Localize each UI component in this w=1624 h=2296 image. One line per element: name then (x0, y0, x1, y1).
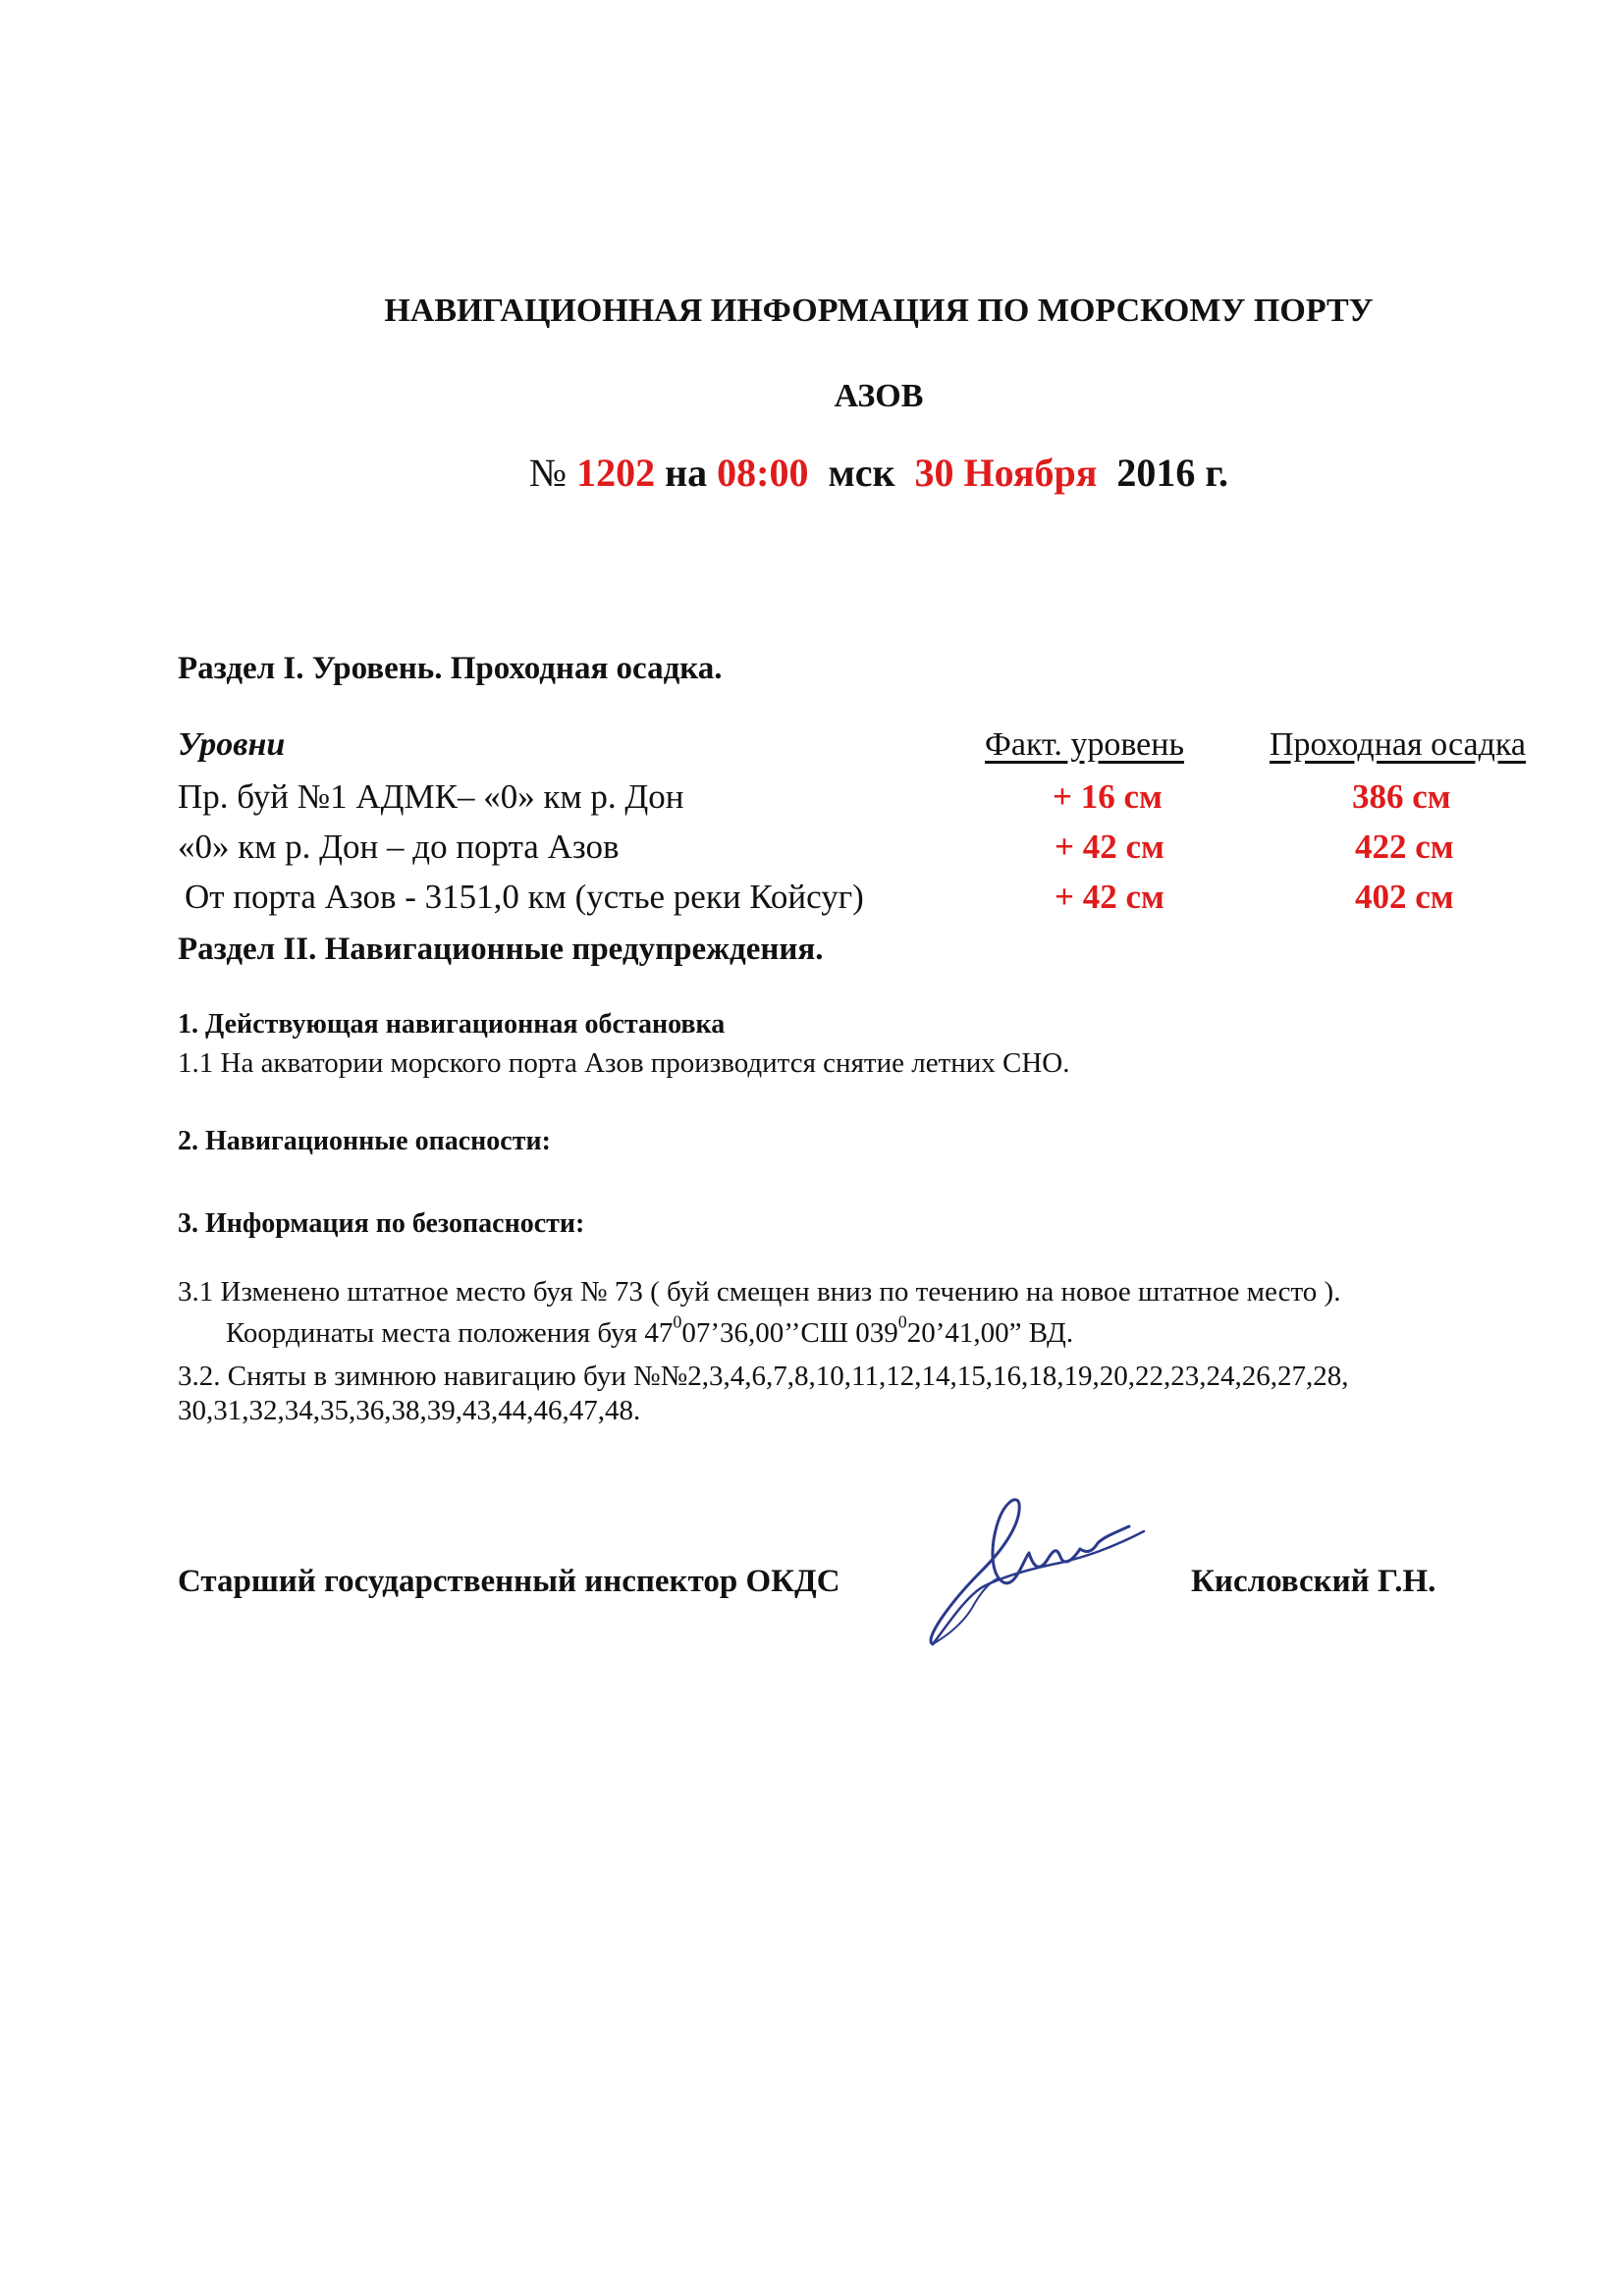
level-row-actual: + 42 см (1055, 878, 1164, 916)
level-row-draft: 422 см (1355, 828, 1454, 866)
signer-position: Старший государственный инспектор ОКДС (178, 1564, 840, 1599)
level-row-name: «0» км р. Дон – до порта Азов (178, 828, 620, 866)
coords-prefix: Координаты места положения буя 47 (226, 1317, 674, 1349)
port-name: АЗОВ (834, 378, 924, 414)
current-situation-heading: 1. Действующая навигационная обстановка (178, 1009, 726, 1040)
safety-item-3-2: 3.2. Сняты в зимнюю навигацию буи №№2,3,4,6,7,8,10,11,12,14,15,16,18,19,20,22,23,24,26,27,28, (178, 1361, 1349, 1392)
bulletin-time: 08:00 (717, 451, 809, 495)
number-sign: № (528, 451, 568, 495)
level-row-name: Пр. буй №1 АДМК– «0» км р. Дон (178, 777, 684, 816)
level-row-actual: + 42 см (1055, 828, 1164, 866)
section1-heading: Раздел I. Уровень. Проходная осадка. (178, 651, 723, 686)
timezone-label: мск (828, 451, 895, 495)
section2-heading: Раздел II. Навигационные предупреждения. (178, 932, 824, 967)
degree-mark: 0 (673, 1311, 682, 1332)
actual-level-column-header: Факт. уровень (985, 726, 1184, 763)
safety-item-3-1: 3.1 Изменено штатное место буя № 73 ( буй смещен вниз по течению на новое штатное место ). (178, 1276, 1341, 1308)
page-title: НАВИГАЦИОННАЯ ИНФОРМАЦИЯ ПО МОРСКОМУ ПОРТУ (384, 293, 1374, 329)
level-row-name: От порта Азов - 3151,0 км (устье реки Койсуг) (185, 878, 864, 916)
current-situation-item: 1.1 На акватории морского порта Азов производится снятие летних СНО. (178, 1047, 1070, 1079)
coords-longitude: 20’41,00” ВД. (906, 1317, 1074, 1349)
dangers-heading: 2. Навигационные опасности: (178, 1126, 551, 1156)
safety-info-heading: 3. Информация по безопасности: (178, 1208, 585, 1239)
level-row-draft: 386 см (1352, 777, 1451, 816)
draft-column-header: Проходная осадка (1270, 726, 1526, 763)
coords-latitude: 07’36,00’’СШ 039 (681, 1317, 898, 1349)
bulletin-date: 30 Ноября (914, 451, 1098, 495)
at-label: на (665, 451, 708, 495)
bulletin-year: 2016 г. (1116, 451, 1229, 495)
levels-column-header: Уровни (178, 726, 286, 763)
bulletin-number: 1202 (576, 451, 656, 495)
degree-mark: 0 (897, 1311, 907, 1332)
level-row-actual: + 16 см (1053, 777, 1163, 816)
bulletin-line (0, 450, 1624, 496)
buoy-coordinates (226, 1311, 1074, 1350)
signer-name: Кисловский Г.Н. (1191, 1564, 1436, 1599)
level-row-draft: 402 см (1355, 878, 1454, 916)
safety-item-3-2-continued: 30,31,32,34,35,36,38,39,43,44,46,47,48. (178, 1395, 641, 1426)
handwritten-signature (913, 1492, 1159, 1649)
